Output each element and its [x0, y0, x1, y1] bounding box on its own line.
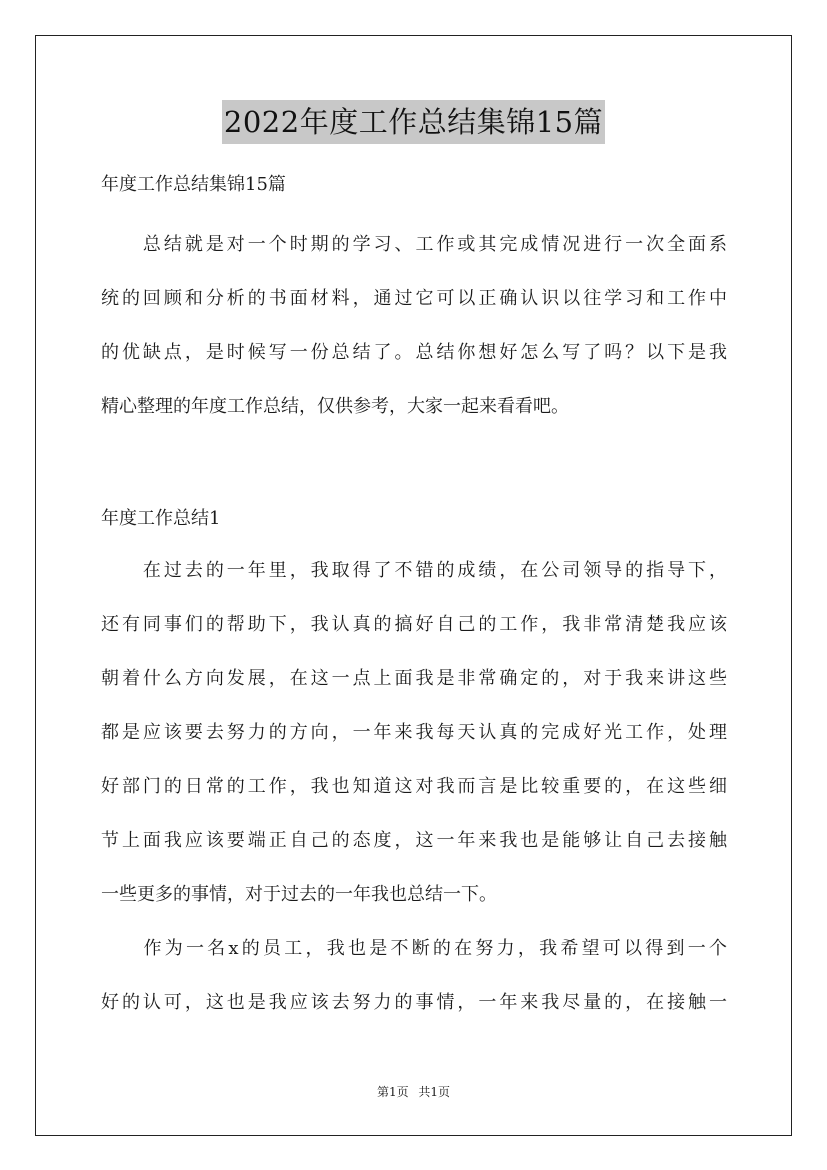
document-title: 2022年度工作总结集锦15篇 — [222, 100, 605, 144]
title-container — [0, 100, 827, 144]
paragraph-line: 节上面我应该要端正自己的态度，这一年来我也是能够让自己去接触 — [101, 830, 727, 851]
paragraph-line: 在过去的一年里，我取得了不错的成绩，在公司领导的指导下， — [101, 560, 727, 581]
paragraph-line: 统的回顾和分析的书面材料，通过它可以正确认识以往学习和工作中 — [101, 288, 727, 309]
paragraph-line: 一些更多的事情，对于过去的一年我也总结一下。 — [101, 884, 497, 905]
paragraph-line: 朝着什么方向发展，在这一点上面我是非常确定的，对于我来讲这些 — [101, 668, 727, 689]
document-subtitle: 年度工作总结集锦15篇 — [101, 174, 286, 195]
section-heading: 年度工作总结1 — [101, 508, 221, 529]
page-total: 共1页 — [418, 1085, 451, 1099]
paragraph-line: 的优缺点，是时候写一份总结了。总结你想好怎么写了吗？以下是我 — [101, 342, 727, 363]
paragraph-line: 都是应该要去努力的方向，一年来我每天认真的完成好光工作，处理 — [101, 722, 727, 743]
paragraph-line: 还有同事们的帮助下，我认真的搞好自己的工作，我非常清楚我应该 — [101, 614, 727, 635]
page-number: 第1页 — [376, 1085, 409, 1099]
paragraph-line: 精心整理的年度工作总结，仅供参考，大家一起来看看吧。 — [101, 396, 569, 417]
page-border — [35, 35, 792, 1136]
paragraph-line: 好部门的日常的工作，我也知道这对我而言是比较重要的，在这些细 — [101, 776, 727, 797]
paragraph-line: 总结就是对一个时期的学习、工作或其完成情况进行一次全面系 — [101, 234, 727, 255]
paragraph-line: 作为一名x的员工，我也是不断的在努力，我希望可以得到一个 — [101, 938, 727, 959]
paragraph-line: 好的认可，这也是我应该去努力的事情，一年来我尽量的，在接触一 — [101, 992, 727, 1013]
page-footer — [0, 1083, 827, 1100]
